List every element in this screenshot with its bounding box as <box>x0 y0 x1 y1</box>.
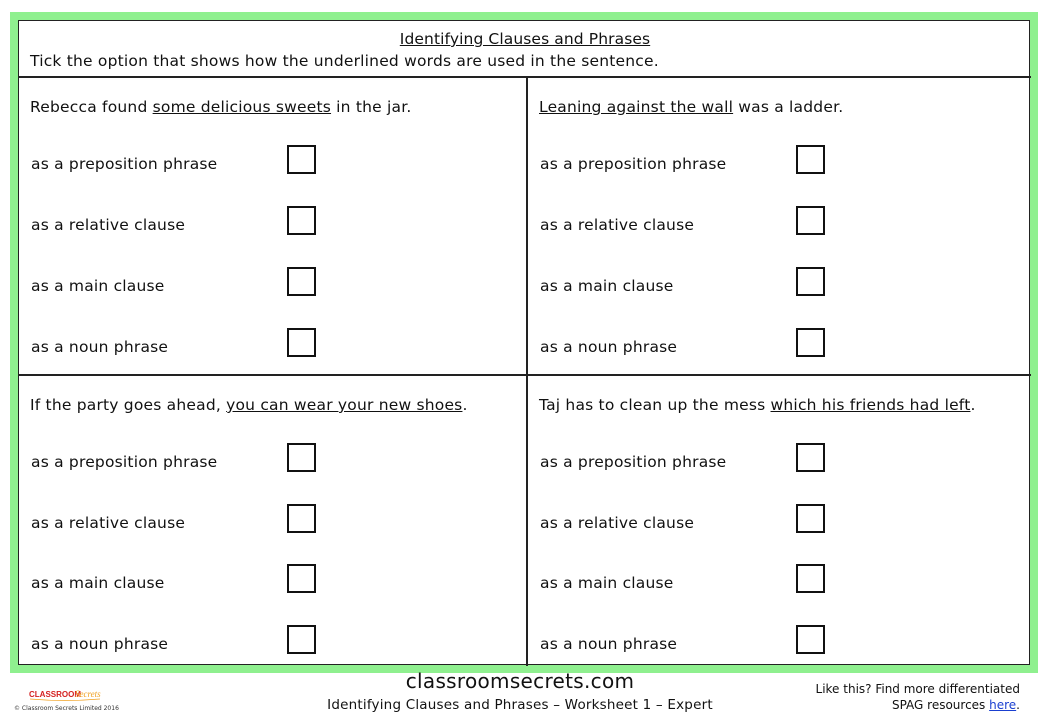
option-checkbox[interactable] <box>796 267 825 296</box>
sentence-underlined: Leaning against the wall <box>539 98 734 116</box>
option-checkbox[interactable] <box>796 206 825 235</box>
worksheet-instruction: Tick the option that shows how the underlined words are used in the sentence. <box>30 52 659 70</box>
worksheet-header <box>19 21 1031 78</box>
worksheet-frame <box>18 20 1030 665</box>
footer-site-url: classroomsecrets.com <box>405 669 635 693</box>
question-panel-1 <box>19 78 524 374</box>
option-checkbox[interactable] <box>287 328 316 357</box>
option-label: as a noun phrase <box>31 338 169 356</box>
option-label: as a relative clause <box>31 216 186 234</box>
option-label: as a preposition phrase <box>31 453 218 471</box>
question-sentence <box>30 98 411 116</box>
sentence-underlined: some delicious sweets <box>152 98 332 116</box>
option-checkbox[interactable] <box>287 206 316 235</box>
option-checkbox[interactable] <box>796 443 825 472</box>
option-label: as a main clause <box>31 574 165 592</box>
sentence-text: . <box>462 396 468 414</box>
worksheet-border <box>10 12 1038 673</box>
question-sentence <box>30 396 468 414</box>
sentence-text: Taj has to clean up the mess <box>539 396 771 414</box>
more-resources-text: SPAG resources <box>891 698 990 712</box>
more-resources-line1: Like this? Find more differentiated <box>815 682 1020 696</box>
question-sentence <box>539 98 843 116</box>
option-checkbox[interactable] <box>796 564 825 593</box>
option-checkbox[interactable] <box>796 504 825 533</box>
option-label: as a noun phrase <box>540 338 678 356</box>
question-panel-2 <box>528 78 1033 374</box>
sentence-text: Rebecca found <box>30 98 153 116</box>
more-resources-note <box>816 681 1020 713</box>
option-checkbox[interactable] <box>287 625 316 654</box>
option-label: as a noun phrase <box>31 635 169 653</box>
svg-text:Secrets: Secrets <box>75 689 101 699</box>
option-label: as a relative clause <box>540 216 695 234</box>
question-panel-3 <box>19 376 524 672</box>
option-checkbox[interactable] <box>287 443 316 472</box>
option-checkbox[interactable] <box>287 564 316 593</box>
more-resources-period: . <box>1016 698 1020 712</box>
sentence-text: If the party goes ahead, <box>30 396 227 414</box>
option-checkbox[interactable] <box>287 145 316 174</box>
option-label: as a preposition phrase <box>540 155 727 173</box>
sentence-underlined: which his friends had left <box>770 396 971 414</box>
option-label: as a preposition phrase <box>31 155 218 173</box>
option-checkbox[interactable] <box>287 504 316 533</box>
more-resources-line2 <box>816 697 1020 713</box>
option-checkbox[interactable] <box>287 267 316 296</box>
sentence-text: in the jar. <box>331 98 412 116</box>
question-sentence <box>539 396 976 414</box>
copyright-text: © Classroom Secrets Limited 2016 <box>14 705 119 712</box>
option-label: as a relative clause <box>540 514 695 532</box>
option-checkbox[interactable] <box>796 625 825 654</box>
option-label: as a relative clause <box>31 514 186 532</box>
option-label: as a main clause <box>540 574 674 592</box>
option-label: as a main clause <box>540 277 674 295</box>
option-label: as a main clause <box>31 277 165 295</box>
footer-worksheet-subtitle: Identifying Clauses and Phrases – Worksheet 1 – Expert <box>327 697 713 713</box>
option-label: as a preposition phrase <box>540 453 727 471</box>
option-checkbox[interactable] <box>796 145 825 174</box>
option-label: as a noun phrase <box>540 635 678 653</box>
sentence-text: was a ladder. <box>733 98 844 116</box>
worksheet-title: Identifying Clauses and Phrases <box>399 30 651 48</box>
sentence-text: . <box>970 396 976 414</box>
resources-here-link[interactable]: here <box>989 698 1017 712</box>
option-checkbox[interactable] <box>796 328 825 357</box>
svg-text:CLASSROOM: CLASSROOM <box>29 690 81 699</box>
question-panel-4 <box>528 376 1033 672</box>
sentence-underlined: you can wear your new shoes <box>226 396 463 414</box>
